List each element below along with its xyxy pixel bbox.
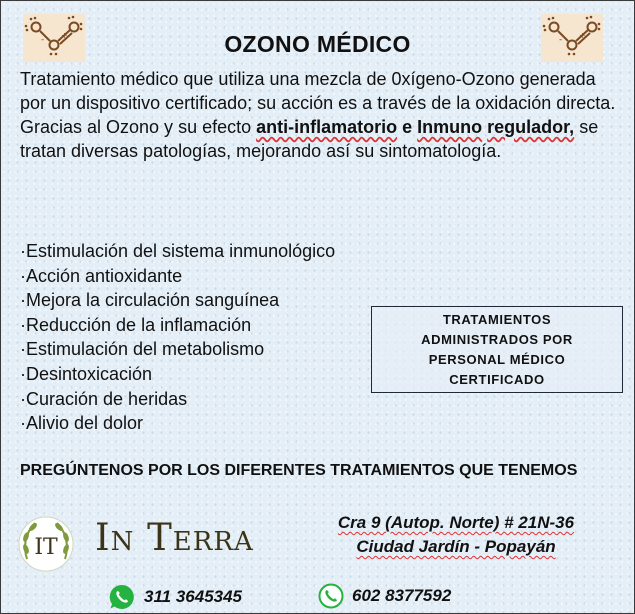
list-item: ·Curación de heridas	[20, 388, 188, 409]
highlight-inmuno: Inmuno	[417, 117, 483, 137]
highlight-regulador: regulador,	[487, 117, 575, 137]
svg-text:-: -	[41, 35, 45, 45]
highlight-anti-inflammatory: anti-inflamatorio	[256, 117, 398, 137]
intro-connector: e	[397, 117, 418, 137]
list-item: ·Estimulación del sistema inmunológico	[20, 241, 336, 261]
logo-letters: IT	[34, 535, 58, 560]
intro-text-end: se tratan diversas patologías, mejorando así su sintomatología.	[20, 117, 599, 161]
svg-text:-: -	[559, 35, 563, 45]
benefits-list	[20, 239, 335, 436]
whatsapp-icon	[108, 583, 136, 611]
phone-contact[interactable]	[318, 583, 451, 609]
svg-text:+: +	[579, 31, 586, 40]
whatsapp-number: 311 3645345	[144, 587, 243, 606]
list-item: ·Mejora la circulación sanguínea	[20, 290, 280, 311]
phone-icon	[318, 583, 344, 609]
list-item: ·Desintoxicación	[20, 363, 153, 384]
brand-name: In Terra	[95, 516, 254, 559]
svg-text:+: +	[61, 31, 68, 40]
call-to-action: PREGÚNTENOS POR LOS DIFERENTES TRATAMIENTOS QUE TENEMOS	[20, 462, 578, 479]
in-terra-logo-icon	[15, 513, 77, 575]
list-item: ·Estimulación del metabolismo	[20, 339, 265, 360]
list-item: ·Alivio del dolor	[20, 413, 144, 434]
address-line-city: Ciudad Jardín - Popayán	[356, 537, 556, 556]
intro-text	[20, 67, 620, 163]
page-title: OZONO MÉDICO	[224, 31, 411, 57]
address	[301, 511, 611, 559]
certified-staff-box	[371, 306, 623, 393]
intro-paragraph: Tratamiento médico que utiliza una mezcla de 0xígeno-Ozono generada por un dispositivo certificado; su acción es a través de la oxidación directa.	[20, 69, 616, 113]
list-item: ·Acción antioxidante	[20, 265, 183, 286]
phone-number: 602 8377592	[352, 586, 452, 605]
list-item: ·Reducción de la inflamación	[20, 314, 252, 335]
whatsapp-contact[interactable]	[108, 583, 242, 611]
certified-staff-text: TRATAMIENTOS ADMINISTRADOS POR PERSONAL MÉDICO CERTIFICADO	[421, 311, 573, 387]
address-line-street: Cra 9 (Autop. Norte) # 21N-36	[337, 513, 575, 532]
intro-text-start: Gracias al Ozono y su efecto	[20, 117, 257, 137]
intro-paragraph-effects	[20, 115, 620, 163]
